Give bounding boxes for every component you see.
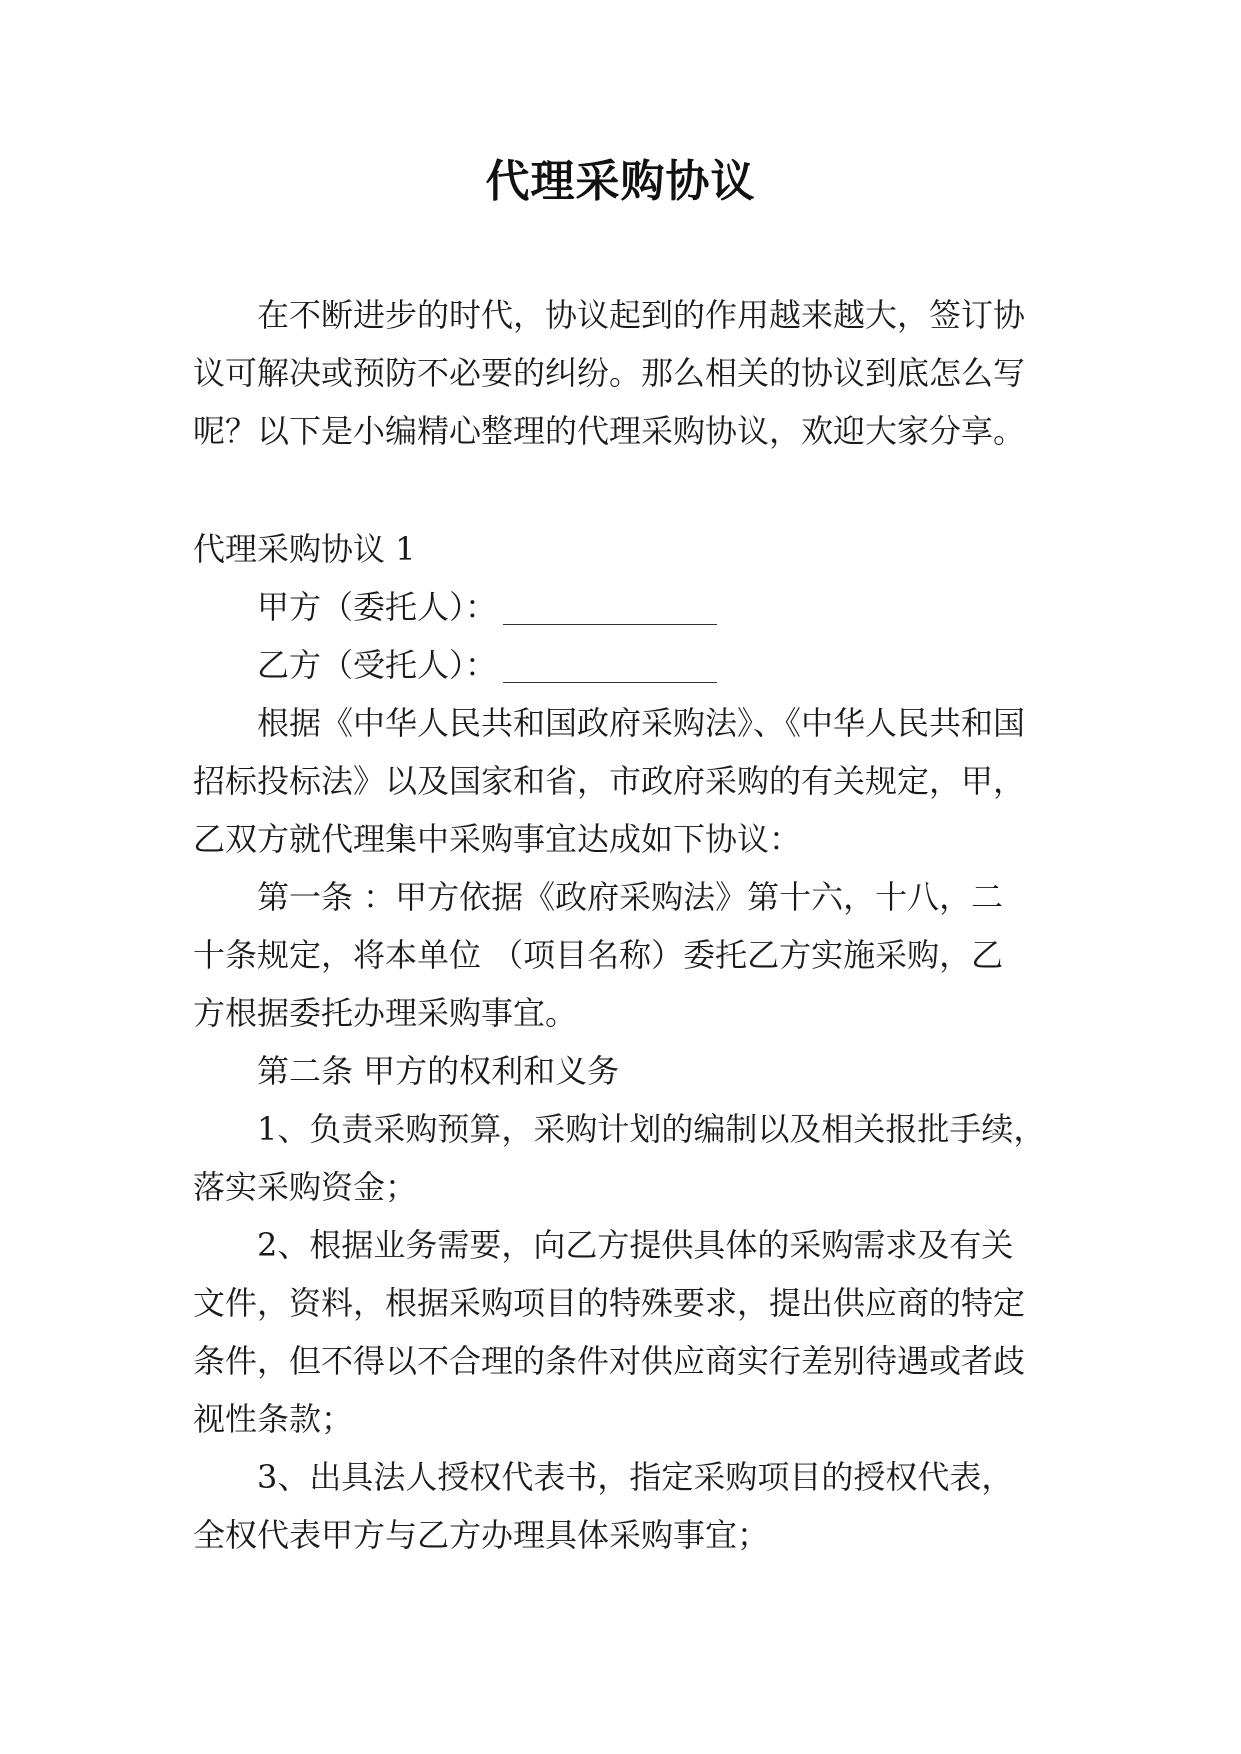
clause-2-line: 2、根据业务需要，向乙方提供具体的采购需求及有关 xyxy=(257,1226,1014,1264)
clause-3-line: 全权代表甲方与乙方办理具体采购事宜； xyxy=(193,1516,770,1554)
article-2-heading: 第二条 甲方的权利和义务 xyxy=(257,1052,620,1090)
body-line: 乙双方就代理集中采购事宜达成如下协议： xyxy=(193,820,802,858)
clause-2-line: 条件，但不得以不合理的条件对供应商实行差别待遇或者歧 xyxy=(193,1342,1026,1380)
clause-2-line: 视性条款； xyxy=(193,1400,354,1438)
intro-line-1: 在不断进步的时代，协议起到的作用越来越大，签订协 xyxy=(257,296,1026,334)
intro-line-3: 呢？以下是小编精心整理的代理采购协议，欢迎大家分享。 xyxy=(193,412,1026,450)
party-a-blank xyxy=(503,622,717,625)
clause-2-line: 文件，资料，根据采购项目的特殊要求，提出供应商的特定 xyxy=(193,1284,1026,1322)
intro-line-2: 议可解决或预防不必要的纠纷。那么相关的协议到底怎么写 xyxy=(193,354,1026,392)
body-line: 根据《中华人民共和国政府采购法》、《中华人民共和国 xyxy=(257,704,1026,742)
body-line: 招标投标法》以及国家和省，市政府采购的有关规定，甲， xyxy=(193,762,1026,800)
section-heading: 代理采购协议 1 xyxy=(193,530,416,568)
clause-1-line: 落实采购资金； xyxy=(193,1168,418,1206)
party-a-label: 甲方（委托人）： xyxy=(257,588,498,626)
document-title: 代理采购协议 xyxy=(485,156,756,207)
party-b-label: 乙方（受托人）： xyxy=(257,646,498,684)
party-b-blank xyxy=(503,680,717,683)
party-b-line xyxy=(257,636,717,694)
clause-1-line: 1、负责采购预算，采购计划的编制以及相关报批手续， xyxy=(257,1110,1046,1148)
clause-3-line: 3、出具法人授权代表书，指定采购项目的授权代表， xyxy=(257,1458,1014,1496)
article-1-line: 十条规定，将本单位 （项目名称）委托乙方实施采购，乙 xyxy=(193,936,1004,974)
article-1-line: 方根据委托办理采购事宜。 xyxy=(193,994,578,1032)
party-a-line xyxy=(257,578,717,636)
article-1-line: 第一条 ：甲方依据《政府采购法》第十六，十八，二 xyxy=(257,878,1004,916)
